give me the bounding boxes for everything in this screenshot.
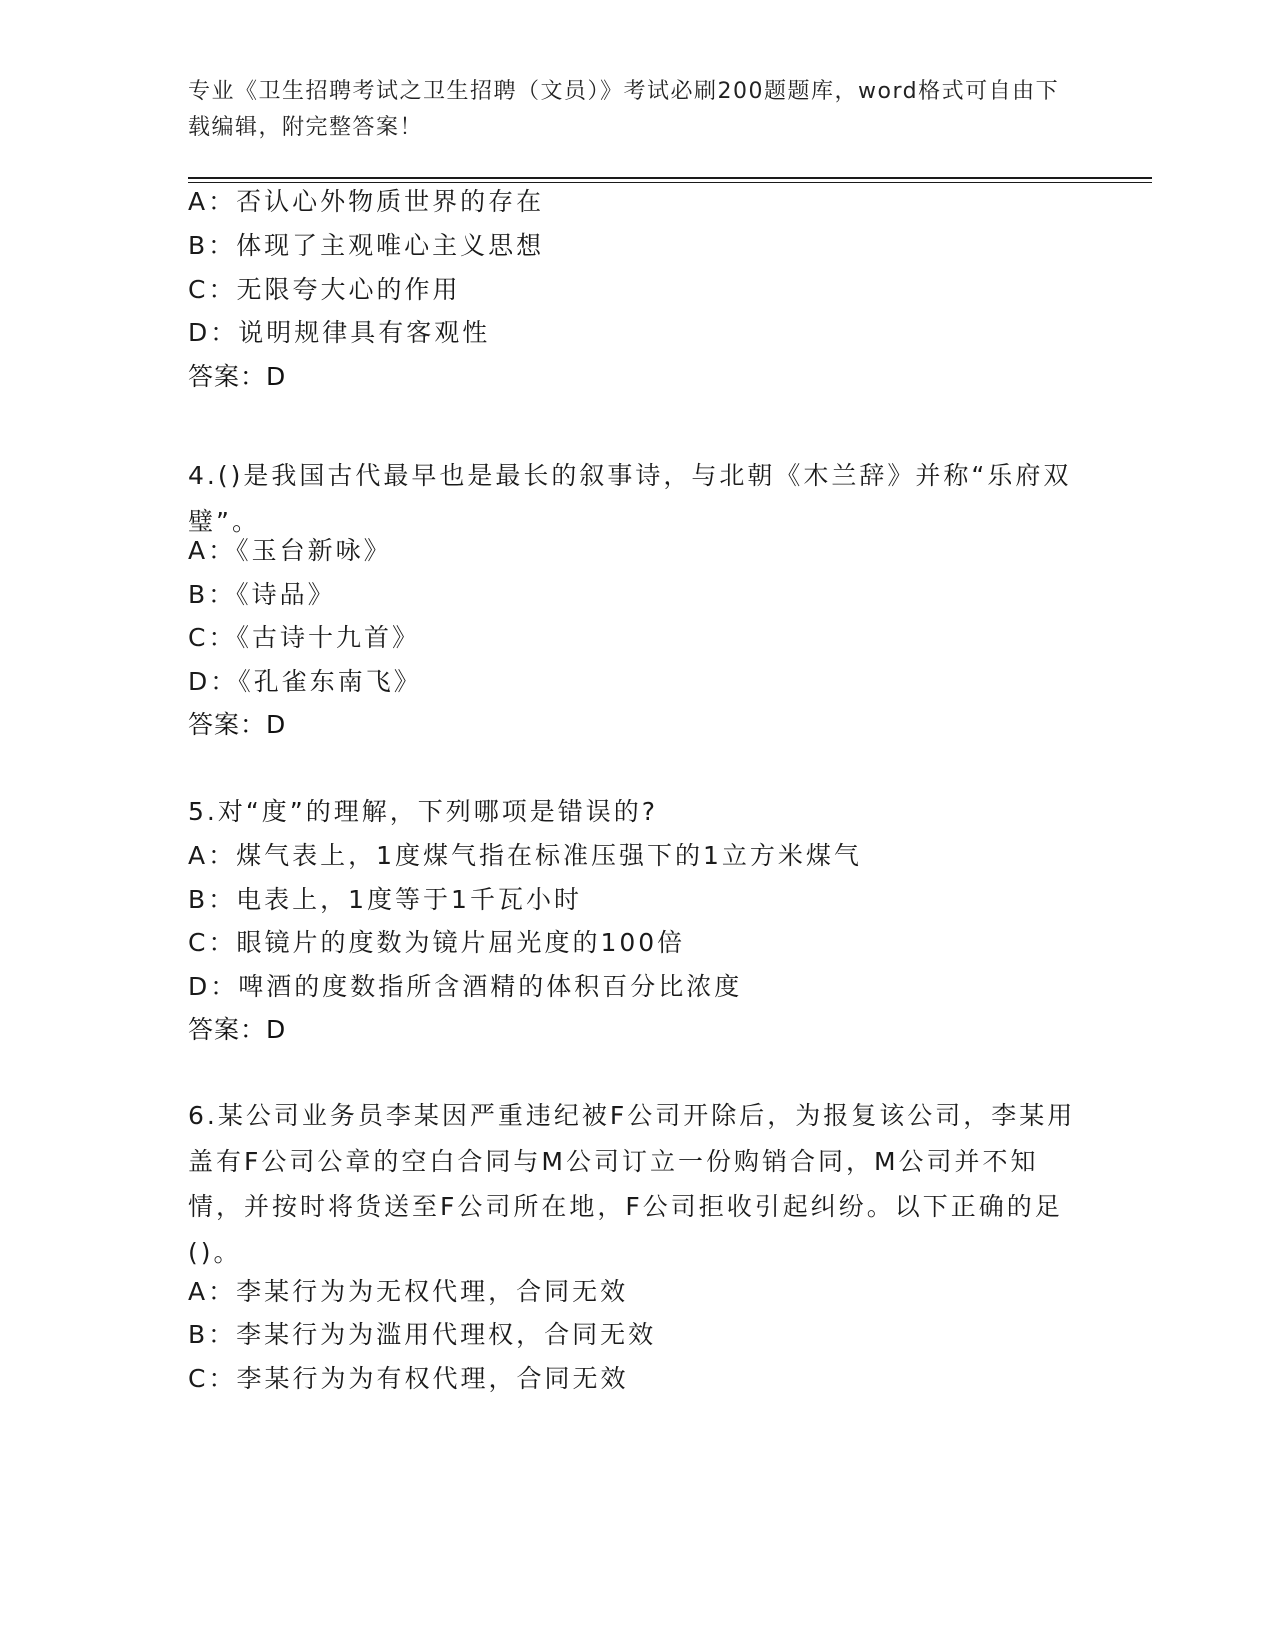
q3-option-a: A：否认心外物质世界的存在 [188,187,545,216]
header-divider-thick [188,177,1152,179]
q3-option-c: C：无限夸大心的作用 [188,275,461,304]
q4-question: 4.()是我国古代最早也是最长的叙事诗，与北朝《木兰辞》并称“乐府双璧”。 [188,461,1072,536]
q3-answer: 答案：D [188,362,287,391]
q4-answer: 答案：D [188,710,287,739]
q3-option-d: D：说明规律具有客观性 [188,318,491,347]
q5-question: 5.对“度”的理解，下列哪项是错误的? [188,797,659,826]
q4-option-c: C：《古诗十九首》 [188,623,420,652]
q6-option-c: C：李某行为为有权代理，合同无效 [188,1364,629,1393]
q5-option-a: A：煤气表上，1度煤气指在标准压强下的1立方米煤气 [188,841,862,870]
q4-option-d: D：《孔雀东南飞》 [188,667,422,696]
q5-answer: 答案：D [188,1015,287,1044]
document-intro: 专业《卫生招聘考试之卫生招聘（文员）》考试必刷200题题库，word格式可自由下载编辑，附完整答案！ [188,79,1060,140]
q6-option-a: A：李某行为为无权代理，合同无效 [188,1277,629,1306]
q5-option-b: B：电表上，1度等于1千瓦小时 [188,885,582,914]
header-divider-thin [188,182,1152,183]
q4-option-a: A：《玉台新咏》 [188,536,392,565]
q3-option-b: B：体现了主观唯心主义思想 [188,231,545,260]
q5-option-d: D：啤酒的度数指所含酒精的体积百分比浓度 [188,972,743,1001]
q5-option-c: C：眼镜片的度数为镜片屈光度的100倍 [188,928,686,957]
q6-question: 6.某公司业务员李某因严重违纪被F公司开除后，为报复该公司，李某用盖有F公司公章的空白合同与M公司订立一份购销合同，M公司并不知情，并按时将货送至F公司所在地，F公司拒收引起纠纷。以下正确的足()。 [188,1101,1076,1267]
q4-option-b: B：《诗品》 [188,580,336,609]
q6-option-b: B：李某行为为滥用代理权，合同无效 [188,1320,657,1349]
